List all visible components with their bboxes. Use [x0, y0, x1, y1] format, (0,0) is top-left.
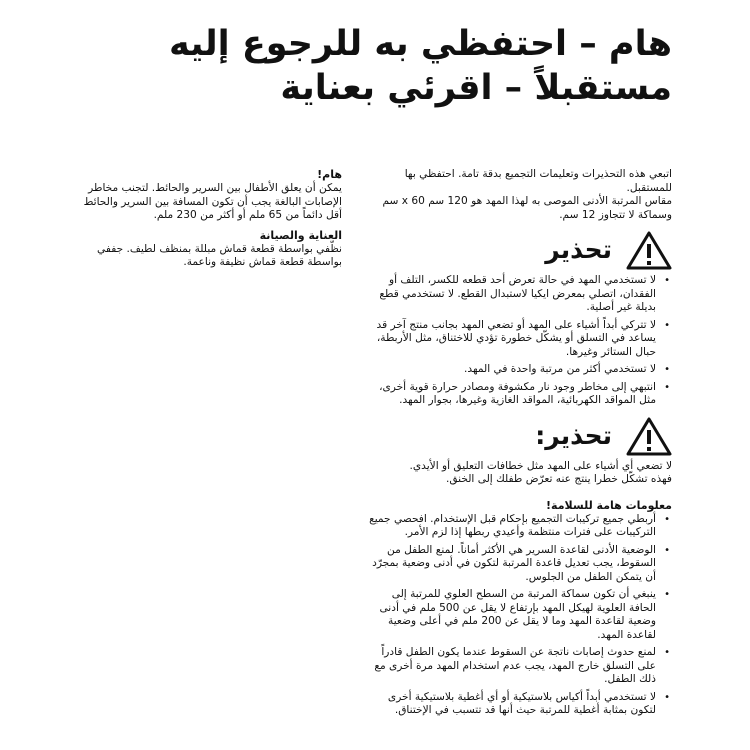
warning-section-1-header: [364, 230, 672, 270]
safety-heading: معلومات هامة للسلامة!: [546, 498, 672, 512]
list-item: • انتبهي إلى مخاطر وجود نار مكشوفة ومصادر حرارة قوية أخرى، مثل المواقد الكهربائية، المواقد الغازية وغيرها، بجوار المهد.: [364, 381, 672, 408]
warning-list-1: [364, 274, 672, 408]
list-item: • لا تستخدمي المهد في حالة تعرض أحد قطعه للكسر، التلف أو الفقدان، اتصلي بمعرض ايكيا لاستبدال القطع. لا تستخدمي قطع بديلة غير أصلية.: [364, 274, 672, 315]
warning-heading-1: تحذير: [545, 235, 612, 264]
page-title: هام – احتفظي به للرجوع إليه مستقبلاً – اقرئي بعناية: [169, 24, 672, 108]
list-item: • لمنع حدوث إصابات ناتجة عن السقوط عندما يكون الطفل قادراً على التسلق خارج المهد، يجب عدم استخدام المهد مرة أخرى مع ذلك الطفل.: [364, 646, 672, 687]
care-heading: العناية والصيانة: [259, 228, 342, 242]
list-item: • ينبغي أن تكون سماكة المرتبة من السطح العلوي للمرتبة إلى الحافة العلوية لهيكل المهد بإرتفاع لا يقل عن 500 ملم في أدنى وضعية لقاعدة المهد وما لا يقل عن 200 ملم في أعلى وضعية لقاعدة المهد.: [364, 588, 672, 642]
warning-triangle-icon: [626, 230, 672, 270]
side-column: [74, 168, 342, 270]
intro-paragraph-1: اتبعي هذه التحذيرات وتعليمات التجميع بدقة تامة. احتفظي بها للمستقبل.: [404, 168, 672, 194]
list-item: • لا تستخدمي أبداً أكياس بلاستيكية أو أي أغطية بلاستيكية أخرى لتكون بمثابة أغطية للمرتبة حيث أنها قد تتسبب في الإختناق.: [364, 691, 672, 718]
intro-paragraph-2: مقاس المرتبة الأدنى الموصى به لهذا المهد هو 120 سم x 60 سم وسماكة لا تتجاوز 12 سم.: [382, 195, 672, 221]
list-item: • أربطي جميع تركيبات التجميع بإحكام قبل الإستخدام. افحصي جميع التركيبات على فترات منتظمة وأعيدي ربطها إذا لزم الأمر.: [364, 513, 672, 540]
safety-list: [364, 513, 672, 718]
warning-section-2-header: [364, 416, 672, 456]
list-item: • لا تستخدمي أكثر من مرتبة واحدة في المهد.: [364, 363, 672, 377]
list-item: • الوضعية الأدنى لقاعدة السرير هي الأكثر أماناً. لمنع الطفل من السقوط، يجب تعديل قاعدة المرتبة لتكون في أدنى وضعية بمجرّد أن يتمكن الطفل من الجلوس.: [364, 544, 672, 585]
warning-heading-2: تحذير:: [535, 420, 612, 450]
important-text: يمكن أن يعلق الأطفال بين السرير والحائط. لتجنب مخاطر الإصابات البالغة يجب أن تكون المسافة بين السرير والحائط أقل دائماً من 65 ملم أو أكثر من 230 ملم.: [83, 182, 342, 221]
care-text: نظّفي بواسطة قطعة قماش مبللة بمنظف لطيف. جففي بواسطة قطعة قماش نظيفة وناعمة.: [97, 242, 342, 268]
warning-2-line-2: فهذه تشكّل خطرا ينتج عنه تعرّض طفلك إلى الخنق.: [445, 473, 672, 485]
main-column: [364, 168, 672, 722]
warning-triangle-icon: [626, 416, 672, 456]
list-item: • لا تتركي أبداً أشياء على المهد أو تضعي المهد بجانب منتج آخر قد يساعد في التسلق أو يشكّل خطورة تؤدي للاختناق، مثل الأربطة، حبال الستائر وغيرها.: [364, 319, 672, 360]
warning-2-line-1: لا تضعي أي أشياء على المهد مثل خطافات التعليق أو الأيدي.: [409, 459, 672, 472]
important-heading: هام!: [317, 168, 342, 181]
